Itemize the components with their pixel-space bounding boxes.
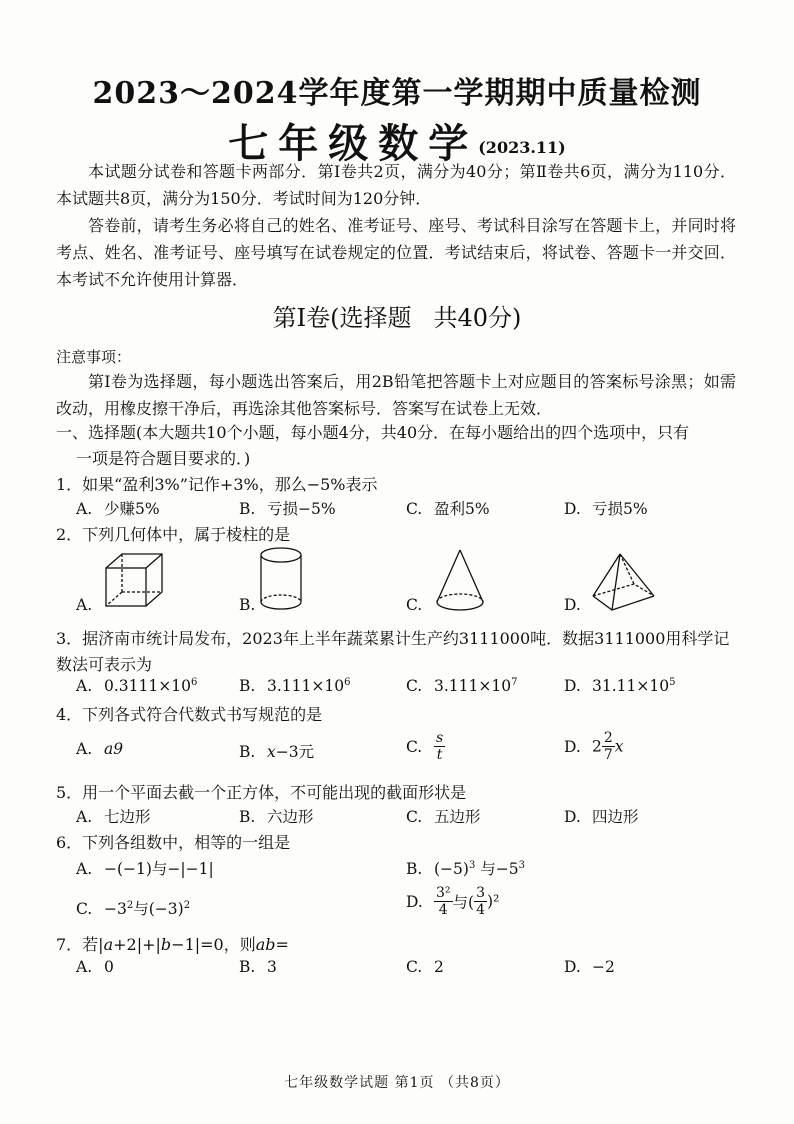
- q6-option-b: B. $(-5)^3$ 与$-5^3$: [406, 859, 525, 878]
- q6-option-c: C. $-3^2$与$(-3)^2$: [76, 899, 191, 918]
- q1-option-d: D. 亏损5%: [564, 500, 648, 518]
- q6-stem: 6．下列各组数中，相等的一组是: [56, 833, 291, 852]
- q1-option-b: B. 亏损−5%: [239, 500, 336, 518]
- notice-label: 注意事项：: [56, 348, 132, 366]
- q2-option-b-label: B.: [239, 596, 256, 614]
- q1-option-c: C. 盈利5%: [406, 500, 490, 518]
- q5-option-a: A. 七边形: [76, 808, 151, 826]
- part1-heading-line2: 一项是符合题目要求的．): [76, 449, 251, 468]
- q3-stem-line1: 3．据济南市统计局发布，2023年上半年蔬菜累计生产约3111000吨．数据3111000用科学记: [56, 629, 730, 648]
- exam-date: (2023.11): [478, 138, 566, 157]
- exam-title: 2023～2024学年度第一学期期中质量检测: [92, 76, 702, 111]
- q2-option-c-label: C.: [406, 596, 423, 614]
- q3-stem-line2: 数法可表示为: [56, 655, 153, 674]
- q7-option-b: B. 3: [239, 958, 277, 976]
- pyramid-icon: [590, 552, 656, 612]
- q7-option-a: A. 0: [76, 958, 114, 976]
- q3-option-d: D. $31.11\times 10^5$: [564, 677, 676, 696]
- subject-name: 七年级数学: [228, 120, 479, 167]
- q4-option-a: A. a9: [76, 740, 124, 758]
- q5-option-b: B. 六边形: [239, 808, 314, 826]
- cylinder-icon: [258, 546, 304, 612]
- q4-option-b: B. x−3元: [239, 743, 315, 761]
- instructions-paragraph-1: 本试题分试卷和答题卡两部分．第Ⅰ卷共2页，满分为40分；第Ⅱ卷共6页，满分为110分．本试题共8页，满分为150分．考试时间为120分钟．: [56, 162, 736, 208]
- q7-option-d: D. −2: [564, 958, 615, 976]
- q4-option-c: C. $\frac{s}{t}$: [406, 730, 444, 763]
- q3-option-b: B. $3.111\times 10^6$: [239, 677, 351, 696]
- q7-stem: 7．若|a+2|+|b−1|=0，则ab=: [56, 935, 289, 954]
- q6-option-a: A. −(−1)与−|−1|: [76, 860, 214, 878]
- q2-option-d-label: D.: [564, 596, 581, 614]
- section-title-a: 第Ⅰ卷(选择题: [272, 304, 412, 332]
- page-footer: 七年级数学试题 第1页 （共8页）: [284, 1075, 510, 1091]
- q1-stem: 1．如果“盈利3%”记作+3%，那么−5%表示: [56, 475, 378, 494]
- section-title-b: 共40分): [433, 304, 522, 332]
- part1-heading-line1: 一、选择题(本大题共10个小题，每小题4分，共40分．在每小题给出的四个选项中，只有: [56, 423, 690, 442]
- q1-option-a: A. 少赚5%: [76, 500, 160, 518]
- q2-option-a-label: A.: [76, 596, 93, 614]
- instructions-paragraph-2: 答卷前，请考生务必将自己的姓名、准考证号、座号、考试科目涂写在答题卡上，并同时将考点、姓名、准考证号、座号填写在试卷规定的位置．考试结束后，将试卷、答题卡一并交回．本考试不允许使用计算器．: [56, 216, 736, 289]
- q4-stem: 4．下列各式符合代数式书写规范的是: [56, 705, 323, 724]
- cone-icon: [434, 548, 486, 614]
- q7-option-c: C. 2: [406, 958, 444, 976]
- notice-text: 第Ⅰ卷为选择题，每小题选出答案后，用2B铅笔把答题卡上对应题目的答案标号涂黑；如需改动，用橡皮擦干净后，再选涂其他答案标号．答案写在试卷上无效．: [56, 372, 736, 418]
- q5-option-c: C. 五边形: [406, 808, 481, 826]
- q4-option-d: D. 2 $\frac{2}{7}$ x: [564, 730, 624, 763]
- q3-option-a: A. $0.3111\times 10^6$: [76, 677, 198, 696]
- section-title: [0, 298, 794, 333]
- cube-icon: [104, 552, 164, 608]
- q6-option-d: D. $\frac{\text{3²}}{4}$ 与( $\frac{3}{4}$ )²: [406, 885, 500, 918]
- q2-stem: 2．下列几何体中，属于棱柱的是: [56, 525, 291, 544]
- q5-option-d: D. 四边形: [564, 808, 639, 826]
- q5-stem: 5．用一个平面去截一个正方体，不可能出现的截面形状是: [56, 783, 467, 802]
- q3-option-c: C. $3.111\times 10^7$: [406, 677, 518, 696]
